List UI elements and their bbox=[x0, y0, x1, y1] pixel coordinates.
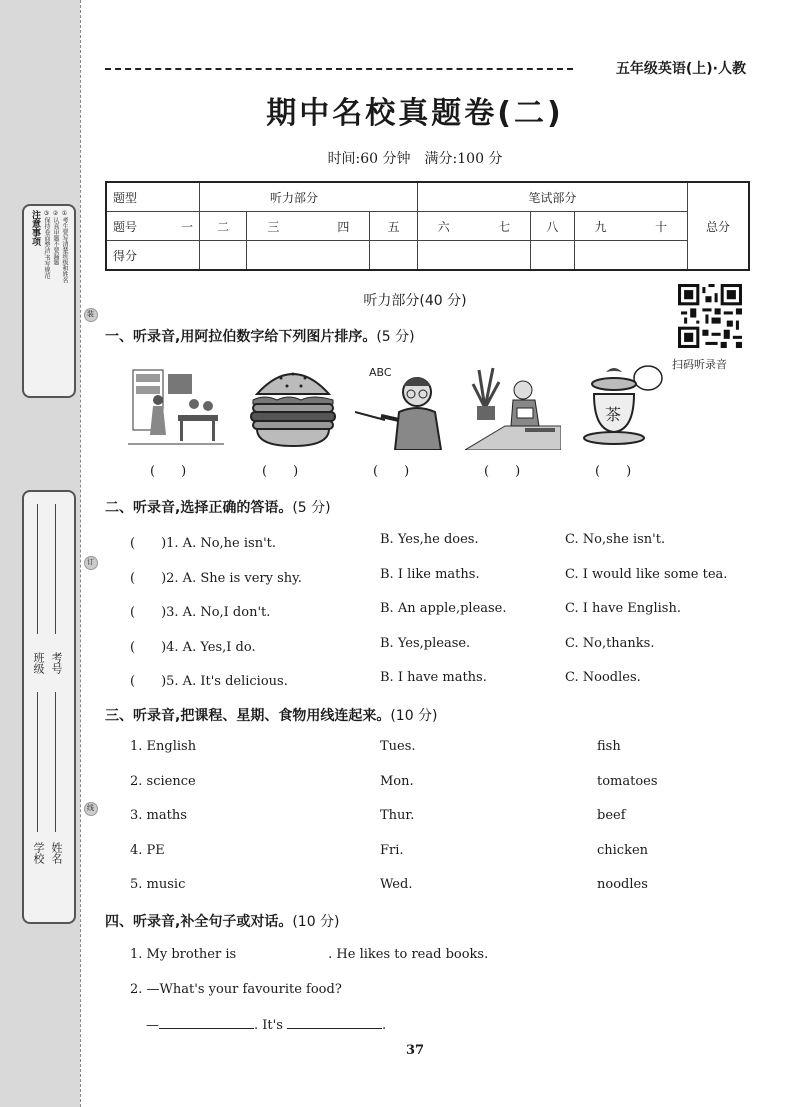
score-table bbox=[105, 181, 750, 271]
number-cell: 五 bbox=[370, 212, 417, 241]
school-line[interactable] bbox=[37, 692, 38, 832]
question-3-title: 三、听录音,把课程、星期、食物用线连起来。(10 分) bbox=[105, 708, 438, 724]
svg-text:茶: 茶 bbox=[605, 405, 622, 424]
tea-cup-picture bbox=[578, 360, 674, 450]
number-label: 考号 bbox=[50, 652, 63, 674]
food-item[interactable]: noodles bbox=[597, 877, 648, 892]
q2-option-b: B. Yes,he does. bbox=[380, 532, 479, 547]
number-label: 题号 一 bbox=[106, 212, 200, 241]
class-line[interactable] bbox=[37, 504, 38, 634]
girl-reading-picture bbox=[465, 360, 561, 450]
answer-paren[interactable]: ( ) bbox=[484, 464, 521, 479]
answer-blank[interactable] bbox=[159, 1016, 254, 1029]
score-cell[interactable] bbox=[370, 241, 417, 271]
food-item[interactable]: chicken bbox=[597, 843, 649, 858]
number-cell: 六 七 bbox=[417, 212, 530, 241]
question-2-title: 二、听录音,选择正确的答语。(5 分) bbox=[105, 500, 331, 516]
student-info-box bbox=[22, 490, 76, 924]
q2-option-b: B. Yes,please. bbox=[380, 636, 471, 651]
name-line[interactable] bbox=[55, 692, 56, 832]
hamburger-picture bbox=[245, 360, 341, 450]
writing-header: 笔试部分 bbox=[417, 182, 687, 212]
score-cell[interactable] bbox=[200, 241, 247, 271]
qr-code-icon[interactable] bbox=[678, 284, 742, 348]
binding-hole: 装 bbox=[84, 308, 98, 322]
score-cell[interactable] bbox=[574, 241, 687, 271]
time-score: 时间:60 分钟 满分:100 分 bbox=[327, 151, 503, 167]
number-line[interactable] bbox=[55, 504, 56, 634]
day-item[interactable]: Thur. bbox=[380, 808, 415, 823]
q4-line-2: 2. —What's your favourite food? bbox=[130, 982, 342, 997]
binding-hole: 线 bbox=[84, 802, 98, 816]
question-4-title: 四、听录音,补全句子或对话。(10 分) bbox=[105, 914, 340, 930]
q2-option-b: B. I like maths. bbox=[380, 567, 480, 582]
number-cell: 二 bbox=[200, 212, 247, 241]
subject-item[interactable]: 3. maths bbox=[130, 808, 187, 823]
question-1-title: 一、听录音,用阿拉伯数字给下列图片排序。(5 分) bbox=[105, 329, 415, 345]
q2-option-a[interactable]: ( )2. A. She is very shy. bbox=[130, 571, 302, 586]
food-item[interactable]: tomatoes bbox=[597, 774, 658, 789]
answer-paren[interactable]: ( ) bbox=[595, 464, 632, 479]
notice-line: ①考生要写清楚班级和姓名 bbox=[61, 210, 68, 283]
q2-option-c: C. No,she isn't. bbox=[565, 532, 666, 547]
subject-item[interactable]: 2. science bbox=[130, 774, 196, 789]
q2-option-a[interactable]: ( )5. A. It's delicious. bbox=[130, 674, 288, 689]
answer-paren[interactable]: ( ) bbox=[373, 464, 410, 479]
teacher-with-students-picture bbox=[128, 360, 224, 450]
page-title: 期中名校真题卷(二) bbox=[266, 96, 564, 131]
notice-title: 注意事项 bbox=[30, 210, 40, 246]
food-item[interactable]: beef bbox=[597, 808, 626, 823]
teacher-at-board-picture bbox=[355, 360, 451, 450]
q2-option-c: C. No,thanks. bbox=[565, 636, 655, 651]
listening-header: 听力部分 bbox=[200, 182, 418, 212]
q4-line-1: 1. My brother is . He likes to read books. bbox=[130, 947, 489, 962]
subject-item[interactable]: 1. English bbox=[130, 739, 197, 754]
score-label: 得分 bbox=[106, 241, 200, 271]
notice-line: ③保持卷面整洁,书写规范 bbox=[43, 210, 50, 279]
number-cell: 三 四 bbox=[247, 212, 370, 241]
q2-option-c: C. I would like some tea. bbox=[565, 567, 728, 582]
q2-option-a[interactable]: ( )4. A. Yes,I do. bbox=[130, 640, 256, 655]
answer-paren[interactable]: ( ) bbox=[262, 464, 299, 479]
total-header: 总分 bbox=[688, 182, 750, 270]
qr-caption: 扫码听录音 bbox=[672, 358, 727, 371]
score-cell[interactable] bbox=[417, 241, 530, 271]
day-item[interactable]: Wed. bbox=[380, 877, 413, 892]
number-cell: 九 十 bbox=[574, 212, 687, 241]
q4-line-3: — . It's . bbox=[146, 1018, 387, 1033]
notice-line: ②认真审题不要漏题 bbox=[52, 210, 59, 265]
day-item[interactable]: Tues. bbox=[380, 739, 416, 754]
subject-item[interactable]: 5. music bbox=[130, 877, 186, 892]
q2-option-c: C. I have English. bbox=[565, 601, 681, 616]
school-label: 学校 bbox=[32, 842, 45, 864]
type-label: 题型 bbox=[106, 182, 200, 212]
binding-hole: 订 bbox=[84, 556, 98, 570]
day-item[interactable]: Mon. bbox=[380, 774, 414, 789]
name-label: 姓名 bbox=[50, 842, 63, 864]
page-number: 37 bbox=[405, 1043, 425, 1058]
svg-text:ABC: ABC bbox=[369, 366, 392, 379]
q2-option-b: B. I have maths. bbox=[380, 670, 487, 685]
header-dash-line bbox=[105, 68, 573, 70]
subject-item[interactable]: 4. PE bbox=[130, 843, 165, 858]
listening-section-title: 听力部分(40 分) bbox=[363, 293, 467, 309]
q2-option-c: C. Noodles. bbox=[565, 670, 641, 685]
book-tag: 五年级英语(上)·人教 bbox=[615, 61, 746, 77]
day-item[interactable]: Fri. bbox=[380, 843, 404, 858]
class-label: 班级 bbox=[32, 652, 45, 674]
score-cell[interactable] bbox=[531, 241, 575, 271]
q2-option-a[interactable]: ( )3. A. No,I don't. bbox=[130, 605, 271, 620]
score-cell[interactable] bbox=[247, 241, 370, 271]
food-item[interactable]: fish bbox=[597, 739, 621, 754]
number-cell: 八 bbox=[531, 212, 575, 241]
q2-option-b: B. An apple,please. bbox=[380, 601, 507, 616]
answer-paren[interactable]: ( ) bbox=[150, 464, 187, 479]
answer-blank[interactable] bbox=[287, 1016, 382, 1029]
q2-option-a[interactable]: ( )1. A. No,he isn't. bbox=[130, 536, 276, 551]
